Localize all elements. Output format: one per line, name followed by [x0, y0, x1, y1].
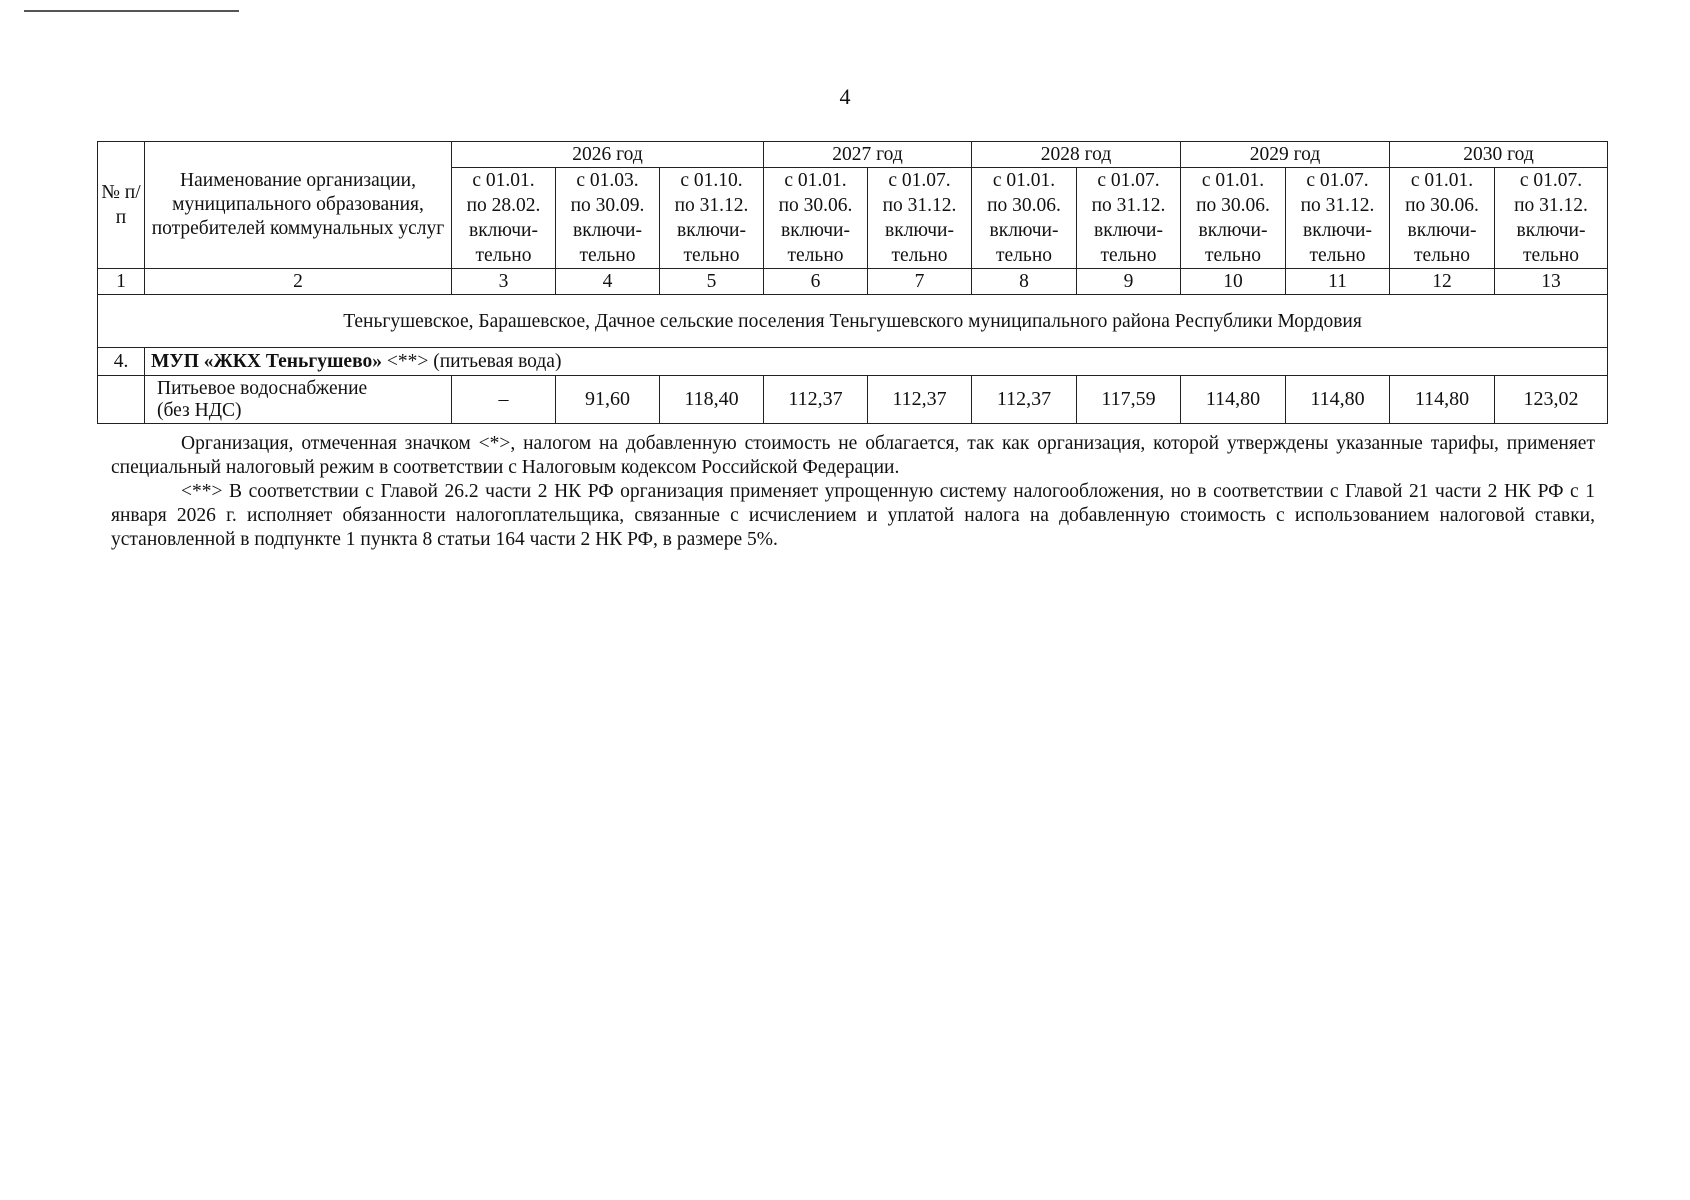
period-2028-2: с 01.07. по 31.12. включи- тельно	[1077, 168, 1181, 269]
column-number: 1	[98, 269, 145, 295]
tariff-value: 112,37	[868, 376, 972, 424]
period-2026-2: с 01.03. по 30.09. включи- тельно	[556, 168, 660, 269]
tariff-value: 114,80	[1181, 376, 1286, 424]
column-number: 11	[1286, 269, 1390, 295]
header-year-2027: 2027 год	[764, 142, 972, 168]
header-year-2030: 2030 год	[1390, 142, 1608, 168]
tariff-value: 117,59	[1077, 376, 1181, 424]
organization-row	[98, 348, 1608, 376]
org-cell	[145, 348, 1608, 376]
column-number: 12	[1390, 269, 1495, 295]
column-number: 2	[145, 269, 452, 295]
period-2029-2: с 01.07. по 31.12. включи- тельно	[1286, 168, 1390, 269]
header-num: № п/п	[98, 142, 145, 269]
header-name: Наименование организации, муниципального образования, потребителей коммунальных услуг	[145, 142, 452, 269]
page-number: 4	[839, 84, 851, 109]
period-2028-1: с 01.01. по 30.06. включи- тельно	[972, 168, 1077, 269]
column-number: 13	[1495, 269, 1608, 295]
header-year-2029: 2029 год	[1181, 142, 1390, 168]
period-2027-1: с 01.01. по 30.06. включи- тельно	[764, 168, 868, 269]
service-number	[98, 376, 145, 424]
tariff-table	[97, 141, 1608, 424]
column-number: 7	[868, 269, 972, 295]
tariff-value: 112,37	[972, 376, 1077, 424]
region-row	[98, 295, 1608, 348]
region-title: Теньгушевское, Барашевское, Дачное сельские поселения Теньгушевского муниципального района Республики Мордовия	[98, 295, 1608, 348]
column-number: 8	[972, 269, 1077, 295]
column-number: 5	[660, 269, 764, 295]
period-2026-1: с 01.01. по 28.02. включи- тельно	[452, 168, 556, 269]
column-number-row	[98, 269, 1608, 295]
service-name: Питьевое водоснабжение (без НДС)	[145, 376, 452, 424]
column-number: 3	[452, 269, 556, 295]
column-number: 9	[1077, 269, 1181, 295]
period-2029-1: с 01.01. по 30.06. включи- тельно	[1181, 168, 1286, 269]
tariff-value: 114,80	[1286, 376, 1390, 424]
column-number: 6	[764, 269, 868, 295]
period-2027-2: с 01.07. по 31.12. включи- тельно	[868, 168, 972, 269]
tariff-value: 118,40	[660, 376, 764, 424]
org-name: МУП «ЖКХ Теньгушево»	[151, 351, 382, 372]
column-number: 10	[1181, 269, 1286, 295]
org-suffix: <**> (питьевая вода)	[381, 351, 562, 372]
tariff-value: 114,80	[1390, 376, 1495, 424]
footnote-simplified-tax: <**> В соответствии с Главой 26.2 части 2 НК РФ организация применяет упрощенную систему налогообложения, но в соответствии с Главой 21 части 2 НК РФ с 1 января 2026 г. исполняет обязанности налогоплательщика, связанные с исчислением и уплатой налога на добавленную стоимость с использованием налоговой ставки, установленной в подпункте 1 пункта 8 статьи 164 части 2 НК РФ, в размере 5%.	[111, 481, 1595, 550]
tariff-value: 91,60	[556, 376, 660, 424]
header-year-2028: 2028 год	[972, 142, 1181, 168]
header-row-years	[98, 142, 1608, 168]
tariff-value: 112,37	[764, 376, 868, 424]
period-2026-3: с 01.10. по 31.12. включи- тельно	[660, 168, 764, 269]
column-number: 4	[556, 269, 660, 295]
period-2030-1: с 01.01. по 30.06. включи- тельно	[1390, 168, 1495, 269]
period-2030-2: с 01.07. по 31.12. включи- тельно	[1495, 168, 1608, 269]
top-rule	[24, 10, 239, 12]
footnotes	[111, 432, 1595, 552]
tariff-value: 123,02	[1495, 376, 1608, 424]
header-year-2026: 2026 год	[452, 142, 764, 168]
org-number: 4.	[98, 348, 145, 376]
service-row	[98, 376, 1608, 424]
footnote-vat-exempt: Организация, отмеченная значком <*>, налогом на добавленную стоимость не облагается, так как организация, которой утверждены указанные тарифы, применяет специальный налоговый режим в соответствии с Налоговым кодексом Российской Федерации.	[111, 433, 1595, 478]
tariff-value: –	[452, 376, 556, 424]
